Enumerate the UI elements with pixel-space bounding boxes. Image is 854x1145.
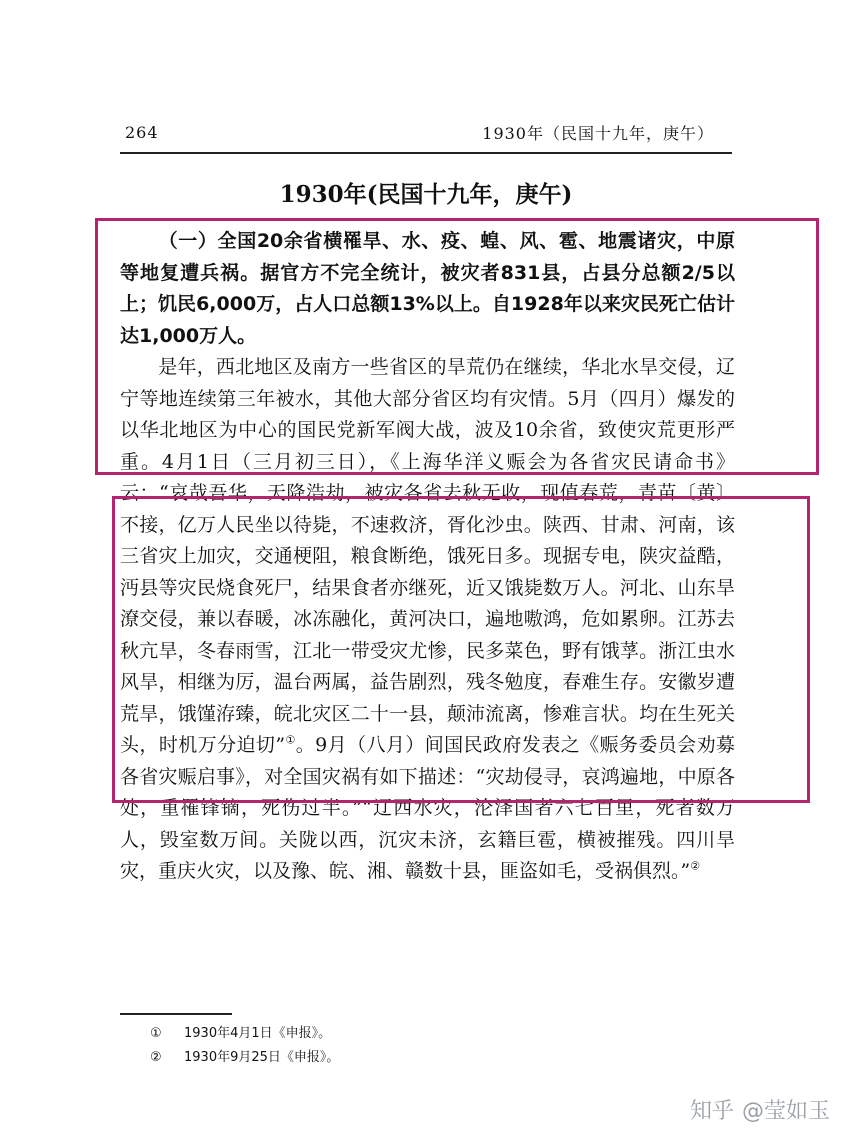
page-number: 264 bbox=[125, 123, 159, 142]
footnote-text-2: 1930年9月25日《申报》。 bbox=[184, 1050, 340, 1065]
section-title: 1930年(民国十九年，庚午) bbox=[279, 181, 573, 208]
watermark-user: @莹如玉 bbox=[741, 1099, 830, 1124]
body-text-part-2: 。9月（八月）间国民政府发表之《赈务委员会劝募各省灾赈启事》，对全国灾祸有如下描述：“灾劫侵寻，哀鸿遍地，中原各处，重罹锋镝，死伤过半。”“辽西水灾，沦泽国者六七百里，死者数万人，毁室数万间。关陇以西，沉灾未济，玄籍巨雹，横被摧残。四川旱灾，重庆火灾，以及豫、皖、湘、赣数十县，匪盗如毛，受祸俱烈。” bbox=[120, 734, 735, 882]
header-rule bbox=[120, 152, 732, 154]
summary-text: （一）全国20余省横罹旱、水、疫、蝗、风、雹、地震诸灾，中原等地复遭兵祸。据官方不完全统计，被灾者831县，占县分总额2/5以上；饥民6,000万，占人口总额13%以上。自1928年以来灾民死亡估计达1,000万人。 bbox=[120, 230, 735, 347]
footnote-mark-1: ① bbox=[150, 1026, 162, 1041]
footnote-mark-2: ② bbox=[150, 1050, 162, 1065]
watermark bbox=[690, 1094, 830, 1125]
footnote-2 bbox=[150, 1046, 339, 1065]
running-head: 1930年（民国十九年，庚午） bbox=[482, 124, 714, 143]
footnote-ref-2: ② bbox=[690, 859, 701, 873]
footnote-rule bbox=[120, 1013, 232, 1015]
highlight-box-summary bbox=[95, 218, 819, 475]
footnote-text-1: 1930年4月1日《申报》。 bbox=[184, 1026, 332, 1041]
body-text-part-1: 是年，西北地区及南方一些省区的旱荒仍在继续，华北水旱交侵，辽宁等地连续第三年被水，其他大部分省区均有灾情。5月（四月）爆发的以华北地区为中心的国民党新军阀大战，波及10余省，致使灾荒更形严重。4月1日（三月初三日），《上海华洋义赈会为各省灾民请命书》云：“哀哉吾华，天降浩劫，被灾各省去秋无收，现值春荒，青苗〔黄〕不接，亿万人民坐以待毙，不速救济，胥化沙虫。陕西、甘肃、河南，该三省灾上加灾，交通梗阻，粮食断绝，饿死日多。现据专电，陕灾益酷，沔县等灾民烧食死尸，结果食者亦继死，近又饿毙数万人。河北、山东旱潦交侵，兼以春暖，冰冻融化，黄河决口，遍地嗷鸿，危如累卵。江苏去秋亢旱，冬春雨雪，江北一带受灾尤惨，民多菜色，野有饿莩。浙江虫水风旱，相继为厉，温台两属，益告剧烈，残冬勉度，春难生存。安徽岁遭荒旱，饿馑洊臻，皖北灾区二十一县，颠沛流离，惨难言状。均在生死关头，时机万分迫切” bbox=[120, 356, 735, 756]
footnote-ref-1: ① bbox=[285, 733, 296, 747]
highlight-box-quote bbox=[112, 496, 810, 803]
watermark-site: 知乎 bbox=[689, 1099, 734, 1124]
footnote-1 bbox=[150, 1022, 331, 1041]
